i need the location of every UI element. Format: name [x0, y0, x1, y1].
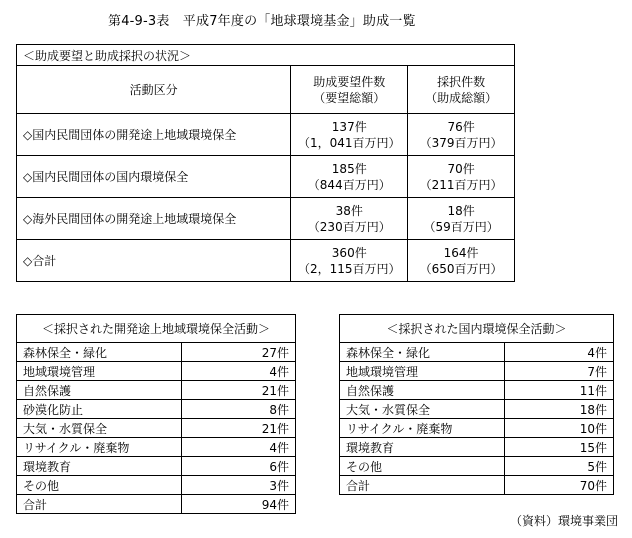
domestic-activities-table: [339, 314, 614, 495]
activity-count: 27件: [182, 343, 296, 362]
req-count: 360件: [331, 245, 367, 260]
row-adopted: [408, 114, 515, 156]
req-amount: （1，041百万円）: [297, 135, 401, 150]
header-adopted: [408, 66, 515, 114]
header-requests-line1: 助成要望件数: [313, 74, 386, 89]
table-row: [17, 198, 515, 240]
row-requests: [291, 114, 408, 156]
activity-name: 大気・水質保全: [340, 400, 505, 419]
table-row: [17, 343, 296, 362]
activity-name: 大気・水質保全: [17, 419, 182, 438]
req-count: 137件: [331, 119, 367, 134]
table-row: [17, 457, 296, 476]
adp-count: 76件: [447, 119, 475, 134]
adp-amount: （211百万円）: [419, 177, 503, 192]
table-row: [340, 362, 614, 381]
table-row: [340, 381, 614, 400]
activity-name: 環境教育: [17, 457, 182, 476]
table-row: [17, 476, 296, 495]
adp-count: 18件: [447, 203, 475, 218]
table-row: [17, 114, 515, 156]
req-amount: （230百万円）: [307, 219, 391, 234]
activity-count: 5件: [505, 457, 614, 476]
req-count: 38件: [335, 203, 363, 218]
table-row: [17, 362, 296, 381]
activity-count: 15件: [505, 438, 614, 457]
activity-count: 6件: [182, 457, 296, 476]
activity-count: 94件: [182, 495, 296, 514]
row-category: ◇合計: [17, 240, 291, 282]
right-table-caption: ＜採択された国内環境保全活動＞: [340, 315, 614, 343]
adp-amount: （59百万円）: [423, 219, 499, 234]
source-note: （資料）環境事業団: [510, 514, 619, 528]
req-amount: （2，115百万円）: [297, 261, 401, 276]
req-count: 185件: [331, 161, 367, 176]
row-category: ◇国内民間団体の国内環境保全: [17, 156, 291, 198]
row-requests: [291, 156, 408, 198]
activity-count: 7件: [505, 362, 614, 381]
activity-name: リサイクル・廃棄物: [340, 419, 505, 438]
header-requests-line2: （要望総額）: [313, 90, 386, 105]
table-row: [340, 400, 614, 419]
req-amount: （844百万円）: [307, 177, 391, 192]
table-row: [340, 438, 614, 457]
activity-name: 合計: [340, 476, 505, 495]
row-category: ◇海外民間団体の開発途上地域環境保全: [17, 198, 291, 240]
adp-count: 70件: [447, 161, 475, 176]
header-category: 活動区分: [17, 66, 291, 114]
activity-count: 18件: [505, 400, 614, 419]
table-row: [340, 343, 614, 362]
row-adopted: [408, 240, 515, 282]
activity-count: 70件: [505, 476, 614, 495]
developing-region-activities-table: [16, 314, 296, 514]
activity-count: 4件: [505, 343, 614, 362]
table-row: [17, 419, 296, 438]
main-table-caption: ＜助成要望と助成採択の状況＞: [17, 45, 515, 66]
activity-name: 自然保護: [17, 381, 182, 400]
adp-count: 164件: [443, 245, 479, 260]
adp-amount: （379百万円）: [419, 135, 503, 150]
row-adopted: [408, 198, 515, 240]
left-table-caption: ＜採択された開発途上地域環境保全活動＞: [17, 315, 296, 343]
table-row: [17, 381, 296, 400]
activity-name: その他: [340, 457, 505, 476]
activity-name: 環境教育: [340, 438, 505, 457]
row-adopted: [408, 156, 515, 198]
page-title: 第4-9-3表 平成7年度の「地球環境基金」助成一覧: [108, 14, 416, 29]
table-row: [340, 419, 614, 438]
activity-name: 森林保全・緑化: [17, 343, 182, 362]
table-row: [17, 438, 296, 457]
header-adopted-line2: （助成総額）: [425, 90, 498, 105]
table-row-total: [340, 476, 614, 495]
header-requests: [291, 66, 408, 114]
row-requests: [291, 240, 408, 282]
activity-name: 合計: [17, 495, 182, 514]
activity-count: 11件: [505, 381, 614, 400]
activity-name: 地域環境管理: [17, 362, 182, 381]
activity-name: 自然保護: [340, 381, 505, 400]
activity-count: 3件: [182, 476, 296, 495]
activity-count: 10件: [505, 419, 614, 438]
adp-amount: （650百万円）: [419, 261, 503, 276]
grant-status-table: [16, 44, 515, 282]
row-requests: [291, 198, 408, 240]
activity-count: 4件: [182, 362, 296, 381]
table-row: [340, 457, 614, 476]
activity-count: 21件: [182, 419, 296, 438]
header-adopted-line1: 採択件数: [437, 74, 486, 89]
activity-name: リサイクル・廃棄物: [17, 438, 182, 457]
row-category: ◇国内民間団体の開発途上地域環境保全: [17, 114, 291, 156]
activity-name: その他: [17, 476, 182, 495]
table-row-total: [17, 495, 296, 514]
activity-count: 4件: [182, 438, 296, 457]
activity-name: 砂漠化防止: [17, 400, 182, 419]
activity-name: 地域環境管理: [340, 362, 505, 381]
table-row: [17, 400, 296, 419]
activity-count: 21件: [182, 381, 296, 400]
activity-count: 8件: [182, 400, 296, 419]
table-row-total: [17, 240, 515, 282]
table-row: [17, 156, 515, 198]
activity-name: 森林保全・緑化: [340, 343, 505, 362]
